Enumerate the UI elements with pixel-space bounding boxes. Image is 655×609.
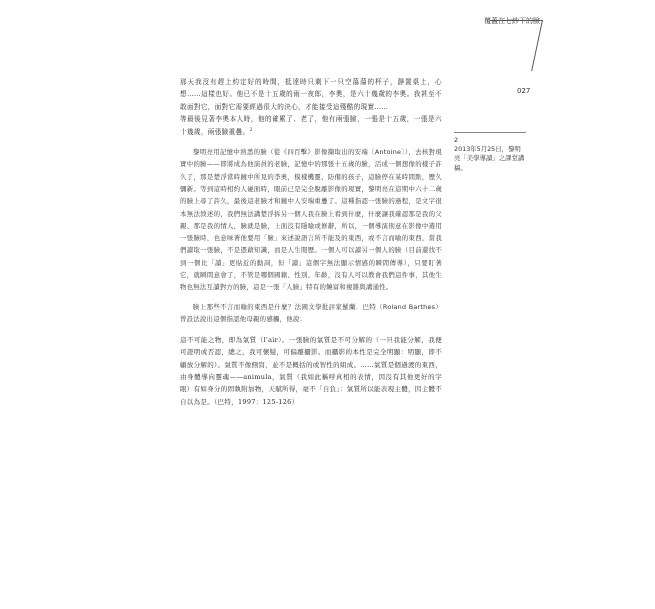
main-text-column (180, 76, 442, 408)
footnote-reference[interactable]: 2 (249, 127, 253, 133)
running-title: 覆蓋在七紗下的臉 (484, 17, 540, 25)
opening-quote-line-2: 等最後見著李奧本人時，他的確累了、老了，他有兩張臉，一張是十五歲，一張是六十幾歲，兩張臉重疊。 (180, 115, 442, 136)
barthes-quote: 這不可能之物，即為氣質（l'air）。一張臉的氣質是不可分解的（一旦我能分解，我便可證明或否認，總之，我可懷疑，可偏離攝影。而攝影的本性是完全明顯：明顯，即不顧放分解的）。氣質不像側寫，並不是概括的或智性的組成。……氣質是個過渡的東西，由身體導向靈魂——animula，氣質（我如此稱呼真相的表情，因沒有其他更好的字眼）有如身分的固執附加物，天賦所得，毫不「自負」：氣質所以能表現主體，因主體不自以為是。（巴特，1997：125-126） (180, 336, 442, 406)
opening-quote (180, 76, 442, 138)
footnote-text: 2013年5月25日，黎明亮「美學導讀」之課堂講稿。 (454, 145, 525, 172)
footnote-number: 2 (454, 136, 459, 144)
body-paragraph-1: 黎明亮用記憶中熟悉的臉（從《四百擊》影像擷取出的安端〔Antoine〕），去核對現實中的臉——即將成為他演員的老臉，記憶中的那張十五歲的臉，活成一個想像的樣子許久了，那是楚浮當時鏡中所見的李奧，模樣機靈、防備的孩子，這臉停在某時間點，歷久彌新。等到這時相約人碰面時，眼前已是完全脫離影像的現實，黎明亮在這期中六十二歲的臉上尋了許久，最後這老臉才和鏡中人安端重疊了。這種指認一張臉的過程，是文字很本無法敘述的，我們無法講楚浮拆另一個人我在臉上看到什麼，什麼讓我確認那是我的父親、那是我的情人，臉就是臉，上面沒有隱喻或修辭，所以，一個導演則意在影像中選用一張臉時，也意味著他要用「臉」來述說語言所不能及的東西，或不言而喻的東西，當我們讀取一張臉，不是憑藉知識，而是人生閱歷。一個人可以讀另一個人的臉（目前還找不到一個比「讀」更貼近的動詞，但「讀」這個字無法顯示情感的瞬間傳導），只要盯著它，就瞬間意會了，不管是哪個國籍、性別、年齡，沒有人可以教會我們這件事，其他生物也無法互讀對方的臉，這是一張「人臉」特有的饒富和複雜與溝通性。 (180, 148, 442, 292)
side-footnote (454, 132, 526, 173)
opening-quote-line-1: 那天我沒有趕上約定好的時間，抵達時只剩下一只空蕩蕩的杯子，靜置桌上，心想……這樣也好。他已不是十五歲的雨一夜郎，李奧，是六十幾歲的李奧。我甚至不敢面對它，面對它需要經過很大的決心，才能接受這殘酷的現實…… (180, 78, 442, 111)
header-rule (479, 20, 543, 71)
body-paragraph-2: 臉上那些不言而喻的東西是什麼？法國文學批評家羅蘭．巴特（Roland Barthes）曾設法說出這個指認他母親的感觸，他說： (180, 302, 442, 323)
page-number: 027 (517, 87, 531, 95)
